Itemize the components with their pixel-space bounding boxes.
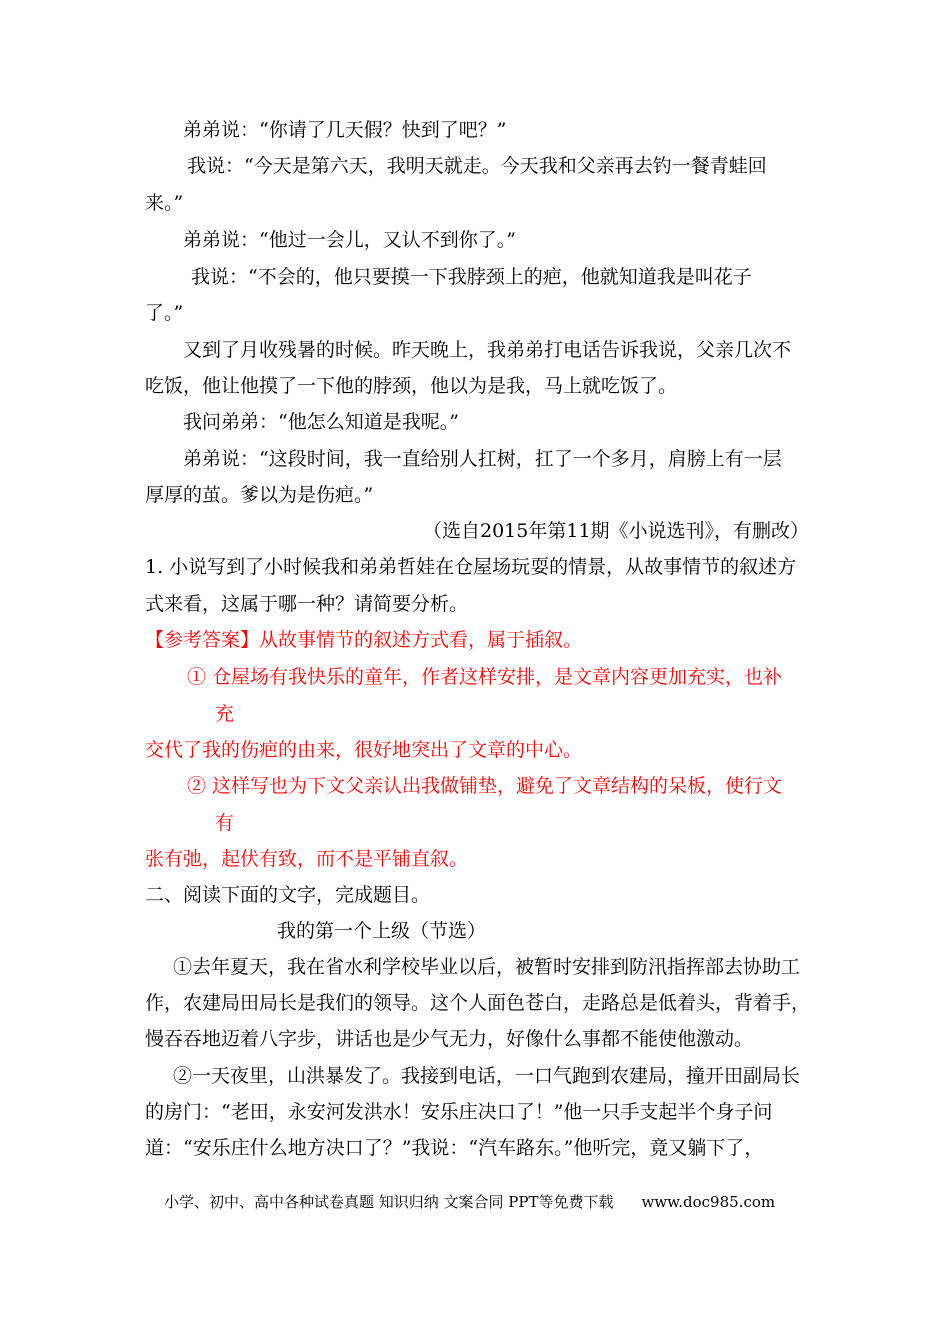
answer-point-1-wrap: 充 bbox=[215, 703, 235, 725]
dialogue-line: 弟弟说：“你请了几天假？快到了吧？” bbox=[183, 119, 507, 141]
paragraph-line: 道：“安乐庄什么地方决口了？”我说：“汽车路东。”他听完，竟又躺下了， bbox=[145, 1137, 764, 1159]
dialogue-line: 我说：“今天是第六天，我明天就走。今天我和父亲再去钓一餐青蛙回 bbox=[187, 155, 767, 177]
dialogue-line: 了。” bbox=[145, 302, 184, 324]
answer-point-1-continued: 交代了我的伤疤的由来，很好地突出了文章的中心。 bbox=[145, 739, 583, 761]
answer-point-2: ② 这样写也为下文父亲认出我做铺垫，避免了文章结构的呆板，使行文 bbox=[187, 775, 783, 797]
dialogue-line: 弟弟说：“他过一会儿，又认不到你了。” bbox=[183, 229, 516, 251]
article-title: 我的第一个上级（节选） bbox=[277, 920, 487, 942]
footer-url[interactable]: www.doc985.com bbox=[641, 1193, 776, 1211]
paragraph-line: 慢吞吞地迈着八字步，讲话也是少气无力，好像什么事都不能使他激动。 bbox=[145, 1028, 754, 1050]
answer-intro: 【参考答案】从故事情节的叙述方式看，属于插叙。 bbox=[145, 629, 583, 651]
source-citation: （选自2015年第11期《小说选刊》，有删改） bbox=[423, 520, 810, 542]
dialogue-line: 厚厚的茧。爹以为是伤疤。” bbox=[145, 484, 374, 506]
question-line: 1. 小说写到了小时候我和弟弟哲娃在仓屋场玩耍的情景，从故事情节的叙述方 bbox=[145, 556, 797, 578]
question-line: 式来看，这属于哪一种？请简要分析。 bbox=[145, 593, 469, 615]
paragraph-line: 作，农建局田局长是我们的领导。这个人面色苍白，走路总是低着头，背着手， bbox=[145, 992, 811, 1014]
footer-text: 小学、初中、高中各种试卷真题 知识归纳 文案合同 PPT等免费下载 bbox=[164, 1193, 614, 1211]
answer-point-1: ① 仓屋场有我快乐的童年，作者这样安排，是文章内容更加充实，也补 bbox=[187, 666, 783, 688]
dialogue-line: 来。” bbox=[145, 192, 184, 214]
paragraph-line: 的房门：“老田，永安河发洪水！安乐庄决口了！”他一只手支起半个身子问 bbox=[145, 1101, 773, 1123]
section-heading: 二、阅读下面的文字，完成题目。 bbox=[145, 884, 431, 906]
answer-point-2-wrap: 有 bbox=[215, 812, 235, 834]
paragraph-line: ②一天夜里，山洪暴发了。我接到电话，一口气跑到农建局，撞开田副局长 bbox=[173, 1065, 801, 1087]
paragraph-line: ①去年夏天，我在省水利学校毕业以后，被暂时安排到防汛指挥部去协助工 bbox=[173, 956, 801, 978]
page-footer bbox=[164, 1192, 775, 1212]
answer-point-2-continued: 张有弛，起伏有致，而不是平铺直叙。 bbox=[145, 848, 469, 870]
dialogue-line: 我说：“不会的，他只要摸一下我脖颈上的疤，他就知道我是叫花子 bbox=[191, 266, 752, 288]
narrative-line: 又到了月收残暑的时候。昨天晚上，我弟弟打电话告诉我说，父亲几次不 bbox=[183, 339, 792, 361]
dialogue-line: 我问弟弟：“他怎么知道是我呢。” bbox=[183, 411, 459, 433]
narrative-line: 吃饭，他让他摸了一下他的脖颈，他以为是我，马上就吃饭了。 bbox=[145, 375, 678, 397]
dialogue-line: 弟弟说：“这段时间，我一直给别人扛树，扛了一个多月，肩膀上有一层 bbox=[183, 448, 782, 470]
